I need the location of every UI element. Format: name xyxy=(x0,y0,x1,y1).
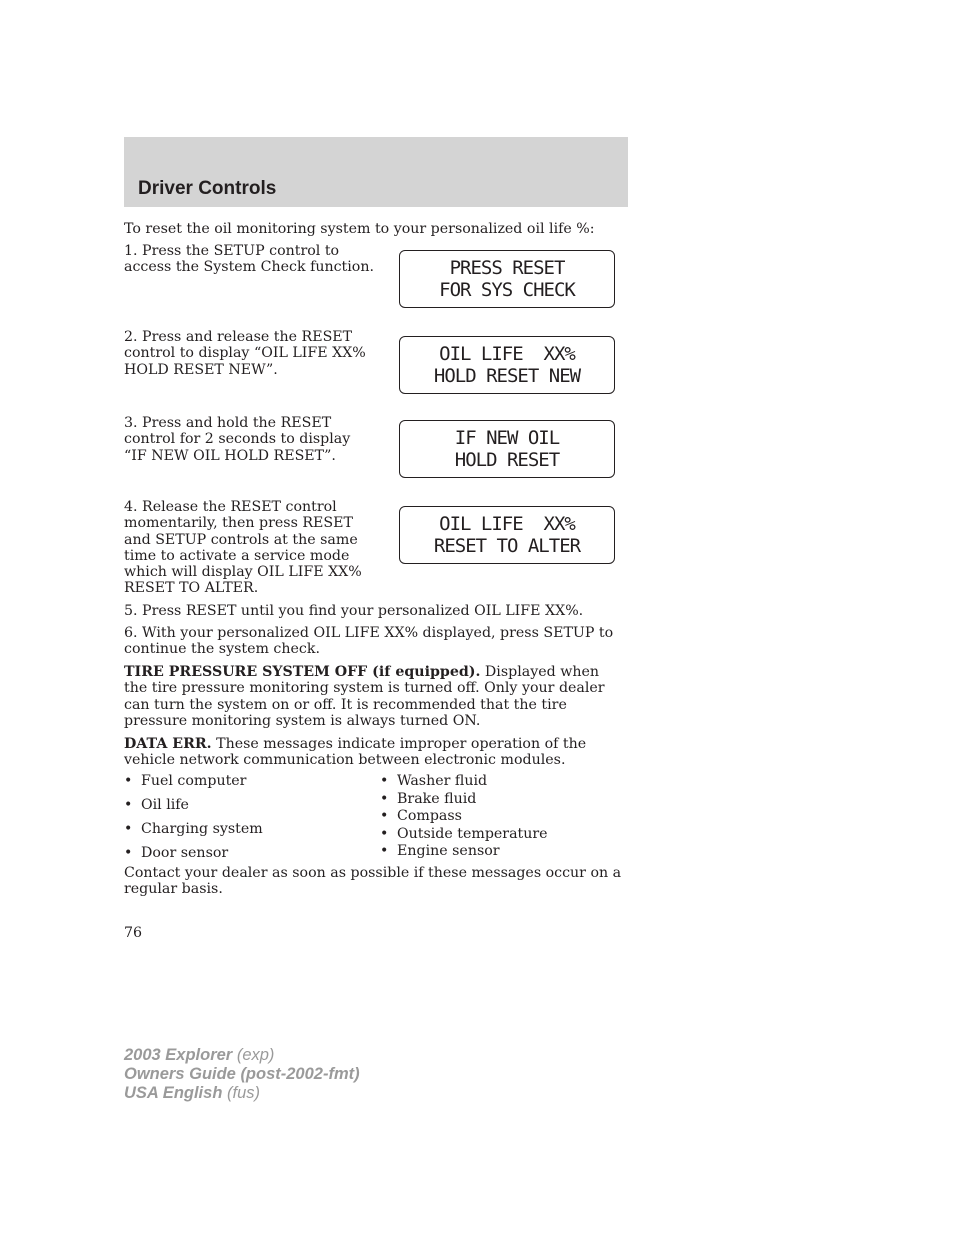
bullet-list-left xyxy=(124,773,374,869)
contact-dealer-text: Contact your dealer as soon as possible if these messages occur on a regular basis. xyxy=(124,865,622,898)
list-item: • Compass xyxy=(380,808,462,824)
display-line-1: PRESS RESET xyxy=(449,257,565,279)
list-item: • Oil life xyxy=(124,797,189,813)
document-footer xyxy=(124,1046,360,1103)
bullet: • xyxy=(124,845,133,861)
footer-line-1: 2003 Explorer (exp) xyxy=(124,1046,275,1064)
list-item: • Fuel computer xyxy=(124,773,247,789)
section-title: Driver Controls xyxy=(138,178,277,199)
display-press-reset xyxy=(399,250,615,308)
list-item: • Brake fluid xyxy=(380,790,477,807)
display-oil-life-hold-reset xyxy=(399,336,615,394)
display-if-new-oil xyxy=(399,420,615,478)
bullet: • xyxy=(124,797,133,813)
list-item: • Engine sensor xyxy=(380,843,500,859)
display-line-1: IF NEW OIL xyxy=(454,427,560,449)
display-line-1: OIL LIFE XX% xyxy=(439,343,575,365)
footer-line-2: Owners Guide (post-2002-fmt) xyxy=(124,1065,360,1083)
footer-line-3: USA English (fus) xyxy=(124,1084,260,1102)
display-reset-to-alter xyxy=(399,506,615,564)
bullet: • xyxy=(380,790,389,807)
bullet: • xyxy=(380,843,389,859)
step-2-text: 2. Press and release the RESET control to display “OIL LIFE XX% HOLD RESET NEW”. xyxy=(124,329,366,378)
data-err-heading: DATA ERR. xyxy=(124,736,212,752)
tire-pressure-body: Displayed when the tire pressure monitoring system is turned off. Only your dealer can turn the system on or off. It is recommended that the tire pressure monitoring system is always turned ON. xyxy=(124,664,605,729)
step-1-text: 1. Press the SETUP control to access the System Check function. xyxy=(124,243,374,276)
bullet: • xyxy=(124,773,133,789)
bullet: • xyxy=(380,773,389,789)
section-header-band xyxy=(124,137,628,207)
list-item: • Washer fluid xyxy=(380,773,488,789)
list-item: • Door sensor xyxy=(124,845,229,861)
list-item: • Outside temperature xyxy=(380,825,548,842)
bullet: • xyxy=(380,808,389,824)
tire-pressure-heading: TIRE PRESSURE SYSTEM OFF (if equipped). xyxy=(124,664,481,680)
step-4-text: 4. Release the RESET control momentarily, then press RESET and SETUP controls at the same time to activate a service mode which will display OIL LIFE XX% RESET TO ALTER. xyxy=(124,499,362,597)
bullet: • xyxy=(380,825,389,842)
display-line-2: HOLD RESET xyxy=(454,449,560,471)
step-6-text: 6. With your personalized OIL LIFE XX% displayed, press SETUP to continue the system check. xyxy=(124,625,614,658)
page-number: 76 xyxy=(124,925,143,941)
tire-pressure-paragraph xyxy=(124,664,624,729)
display-line-1: OIL LIFE XX% xyxy=(439,513,575,535)
list-item: • Charging system xyxy=(124,821,263,837)
step-3-text: 3. Press and hold the RESET control for 2 seconds to display “IF NEW OIL HOLD RESET”. xyxy=(124,415,351,464)
bullet-list-right xyxy=(380,773,630,861)
intro-text: To reset the oil monitoring system to your personalized oil life %: xyxy=(124,221,595,237)
display-line-2: RESET TO ALTER xyxy=(433,535,581,557)
data-err-body: These messages indicate improper operation of the vehicle network communication between electronic modules. xyxy=(124,736,587,769)
bullet: • xyxy=(124,821,133,837)
data-err-paragraph xyxy=(124,736,624,769)
display-line-2: FOR SYS CHECK xyxy=(439,279,575,301)
display-line-2: HOLD RESET NEW xyxy=(433,365,581,387)
step-5-text: 5. Press RESET until you find your personalized OIL LIFE XX%. xyxy=(124,603,584,619)
